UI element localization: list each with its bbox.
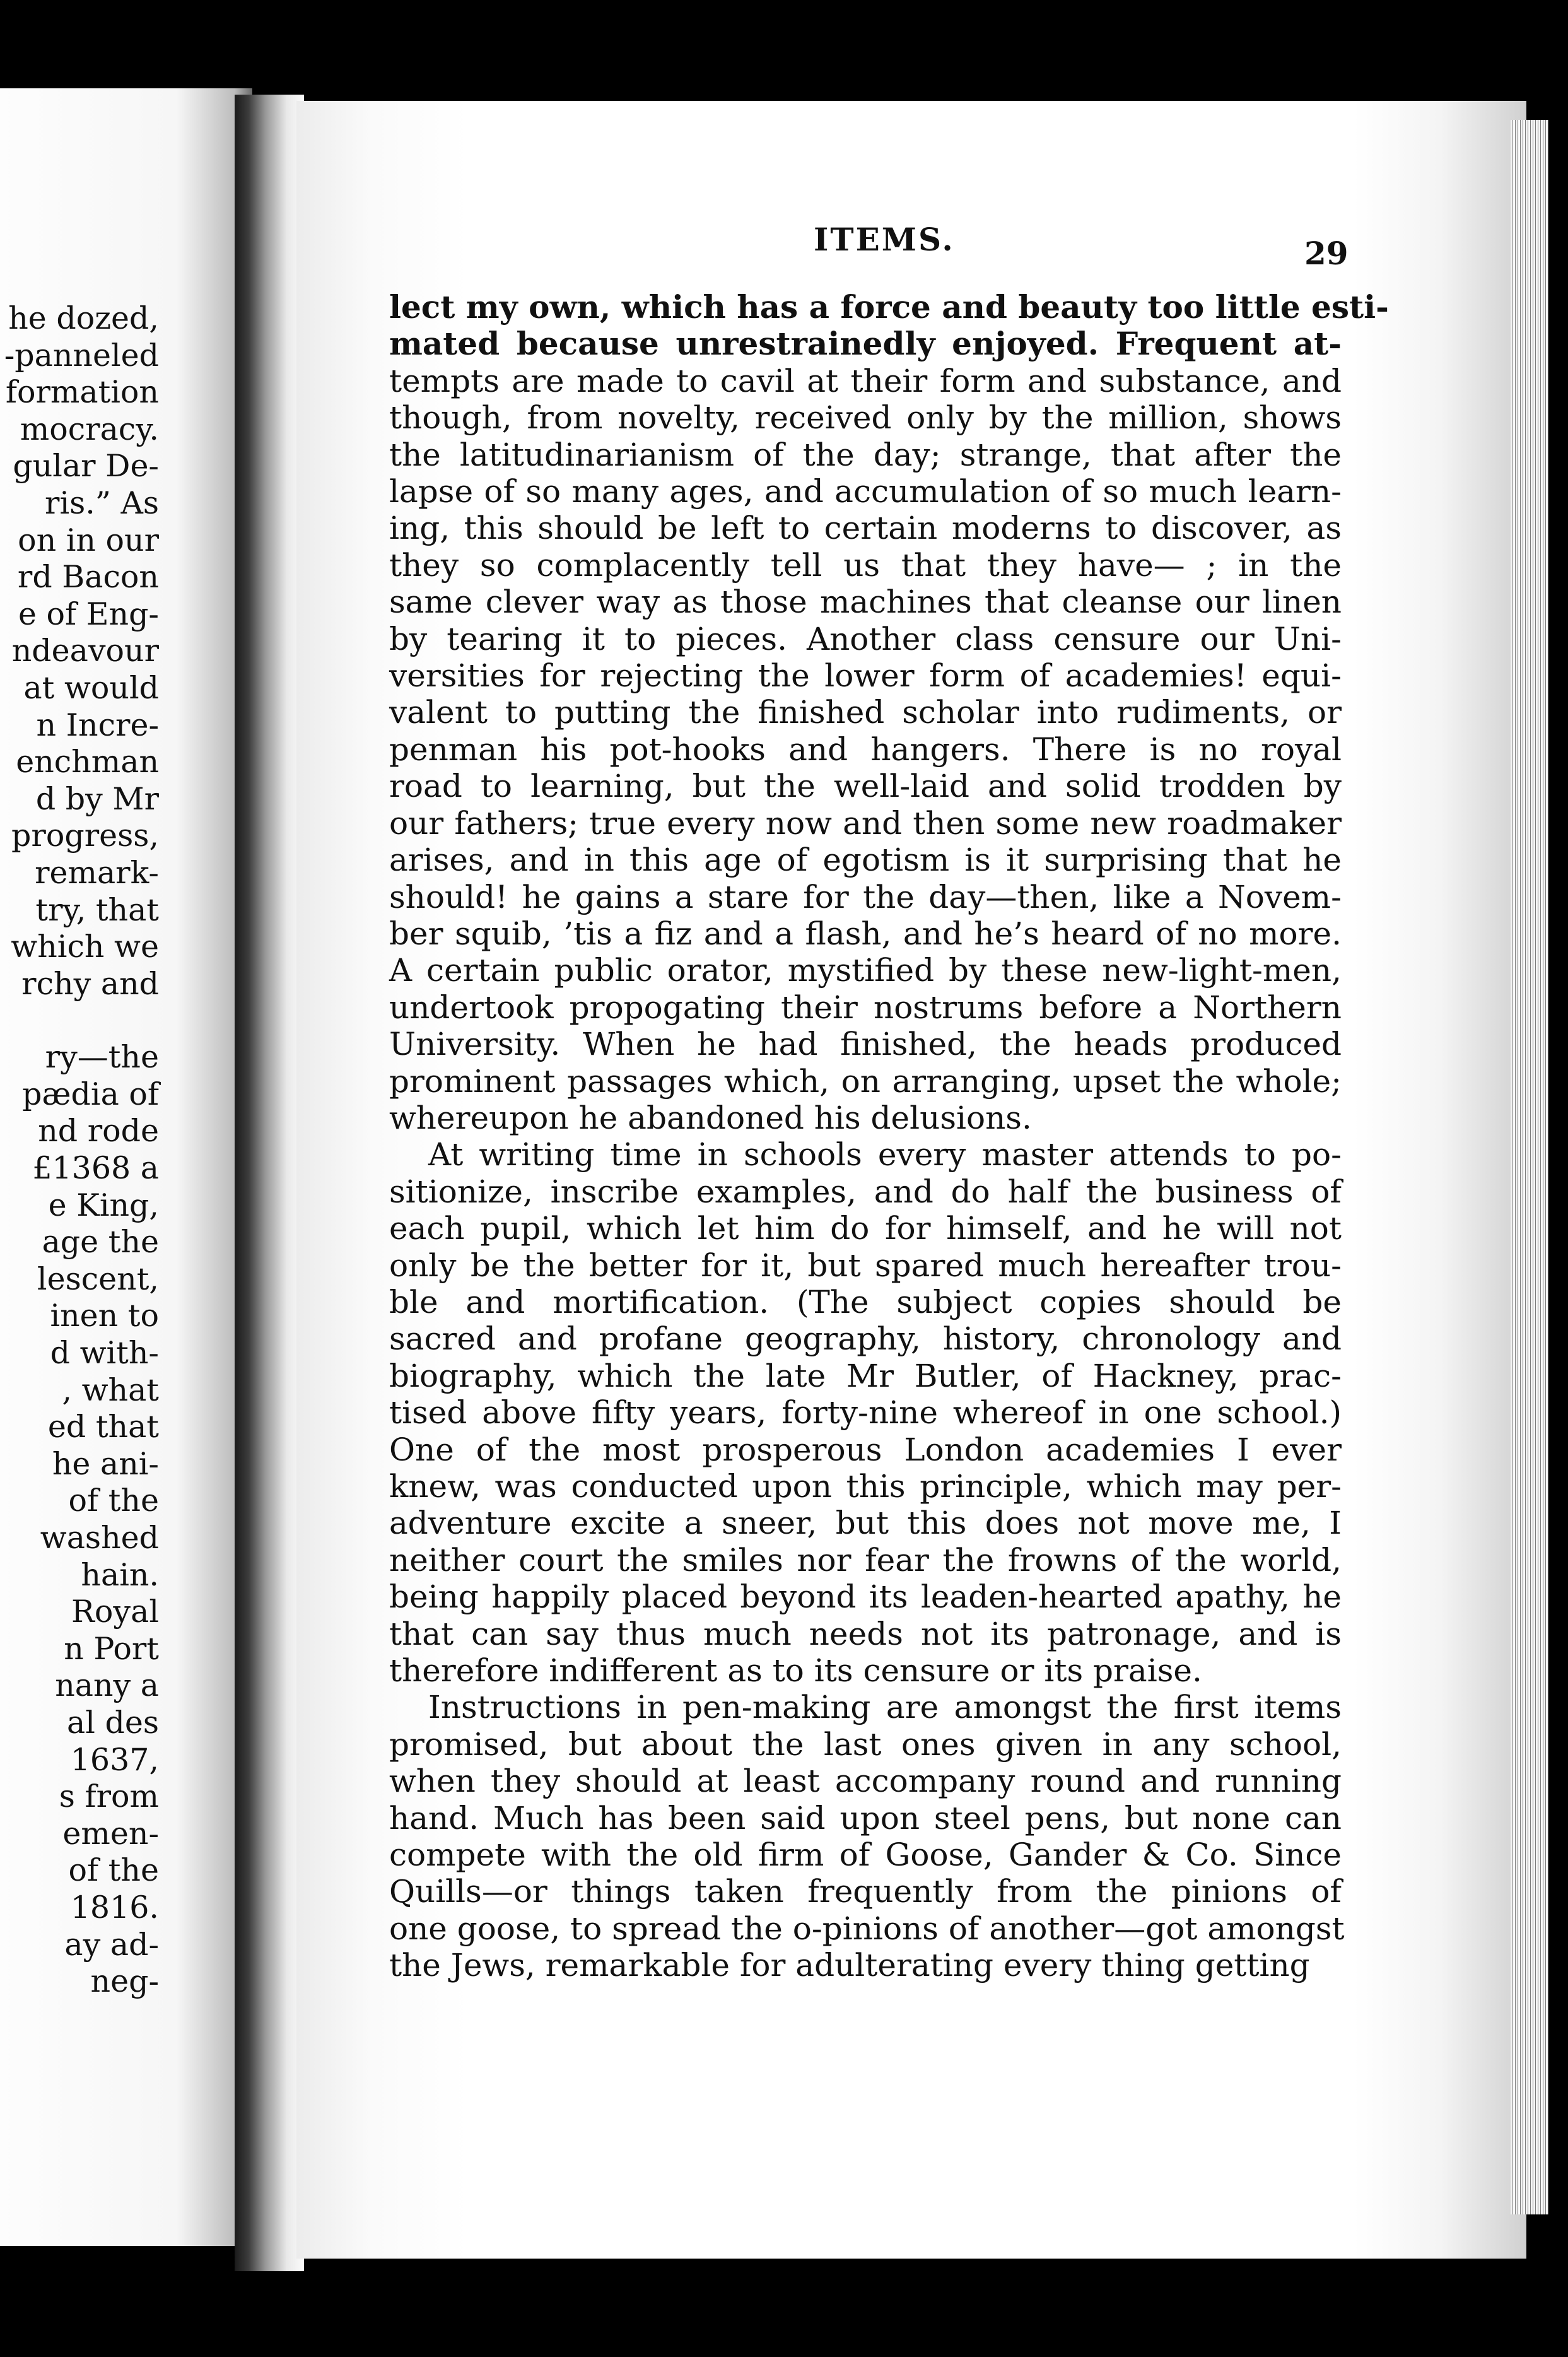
previous-page-line: ris.” As <box>45 485 159 521</box>
text-line: prominent passages which, on arranging, upset the whole; <box>389 1062 1342 1100</box>
text-line: only be the better for it, but spared much hereafter trou- <box>389 1247 1342 1284</box>
text-line: biography, which the late Mr Butler, of Hackney, prac- <box>389 1357 1342 1394</box>
text-line: lapse of so many ages, and accumulation of so much learn- <box>389 473 1342 510</box>
text-line: compete with the old firm of Goose, Gander & Co. Since <box>389 1837 1342 1874</box>
text-line: versities for rejecting the lower form of academies! equi- <box>389 657 1342 695</box>
text-line: sitionize, inscribe examples, and do half the business of <box>389 1173 1342 1210</box>
previous-page-line: 1637, <box>70 1741 159 1778</box>
previous-page-text-fragments <box>4 300 159 2001</box>
previous-page-line: d by Mr <box>35 780 159 817</box>
text-line: neither court the smiles nor fear the frowns of the world, <box>389 1541 1342 1578</box>
text-line: sacred and profane geography, history, chronology and <box>389 1320 1342 1358</box>
previous-page-line: -panneled <box>4 337 159 373</box>
text-line: should! he gains a stare for the day—then, like a Novem- <box>389 878 1342 915</box>
previous-page-line: he ani- <box>52 1445 159 1482</box>
text-line: Quills—or things taken frequently from the pinions of <box>389 1873 1342 1910</box>
paragraph <box>389 1136 1342 1689</box>
previous-page-line: neg- <box>90 1963 159 2000</box>
previous-page-line: try, that <box>35 891 159 928</box>
text-line: undertook propogating their nostrums before a Northern <box>389 989 1342 1026</box>
binding-gutter <box>235 95 304 2271</box>
text-line: whereupon he abandoned his delusions. <box>389 1099 1032 1136</box>
previous-page-line: progress, <box>11 818 159 854</box>
text-line: one goose, to spread the o-pinions of another—got amongst <box>389 1910 1345 1947</box>
previous-page-line: Royal <box>71 1594 159 1630</box>
previous-page-line: e King, <box>48 1187 159 1223</box>
text-line: arises, and in this age of egotism is it surprising that he <box>389 842 1342 879</box>
previous-page-line: d with- <box>50 1335 159 1372</box>
text-line: At writing time in schools every master attends to po- <box>428 1136 1342 1173</box>
previous-page-line: nd rode <box>38 1113 159 1149</box>
previous-page-line: ndeavour <box>11 633 159 669</box>
previous-page-line: lescent, <box>37 1261 159 1297</box>
previous-page-line: hain. <box>81 1556 159 1593</box>
text-line: lect my own, which has a force and beauty too little esti- <box>389 288 1389 326</box>
page-stack-edge <box>1511 120 1548 2214</box>
body-text <box>389 288 1389 1984</box>
text-line: tempts are made to cavil at their form and substance, and <box>389 362 1342 399</box>
paragraph <box>389 1689 1345 1984</box>
text-line: University. When he had finished, the heads produced <box>389 1026 1342 1063</box>
text-line: they so complacently tell us that they have— ; in the <box>389 546 1342 584</box>
text-line: penman his pot-hooks and hangers. There is no royal <box>389 731 1342 768</box>
previous-page-line: rchy and <box>21 965 159 1002</box>
text-line: hand. Much has been said upon steel pens, but none can <box>389 1799 1342 1837</box>
previous-page-line: on in our <box>18 522 159 558</box>
text-line: though, from novelty, received only by the million, shows <box>389 399 1342 437</box>
text-line: when they should at least accompany round and running <box>389 1763 1342 1800</box>
page-number: 29 <box>1304 235 1349 272</box>
text-line: valent to putting the finished scholar into rudiments, or <box>389 694 1342 731</box>
text-line: road to learning, but the well-laid and solid trodden by <box>389 768 1342 805</box>
previous-page-line: of the <box>68 1852 159 1889</box>
previous-page-line: ry—the <box>45 1039 159 1076</box>
previous-page-line: remark- <box>35 854 159 891</box>
previous-page-line: n Incre- <box>36 707 159 743</box>
previous-page-line: age the <box>42 1224 159 1261</box>
previous-page-line: formation <box>5 374 159 411</box>
text-line: ing, this should be left to certain moderns to discover, as <box>389 510 1342 547</box>
text-line: the Jews, remarkable for adulterating every thing getting <box>389 1947 1310 1984</box>
text-line: Instructions in pen-making are amongst the first items <box>428 1689 1342 1726</box>
text-line: ble and mortification. (The subject copies should be <box>389 1283 1342 1320</box>
previous-page-line: at would <box>23 669 159 706</box>
text-line: by tearing it to pieces. Another class censure our Uni- <box>389 620 1342 657</box>
previous-page-line: ay ad- <box>64 1926 159 1963</box>
previous-page-line: nany a <box>55 1667 159 1704</box>
text-line: A certain public orator, mystified by these new-light-men, <box>389 952 1342 989</box>
previous-page-line: which we <box>11 929 159 965</box>
previous-page-line: rd Bacon <box>17 559 159 596</box>
text-line: our fathers; true every now and then some new roadmaker <box>389 804 1342 842</box>
text-line: therefore indifferent as to its censure or its praise. <box>389 1652 1202 1690</box>
previous-page-line: he dozed, <box>8 300 159 336</box>
previous-page-line: n Port <box>64 1630 159 1667</box>
previous-page-line: enchman <box>16 744 159 780</box>
text-line: ber squib, ’tis a fiz and a flash, and he’s heard of no more. <box>389 915 1342 952</box>
text-line: each pupil, which let him do for himself, and he will not <box>389 1210 1342 1247</box>
running-head: ITEMS. <box>814 221 955 258</box>
text-line: tised above fifty years, forty-nine whereof in one school.) <box>389 1394 1342 1431</box>
previous-page-line: al des <box>67 1704 159 1741</box>
previous-page-line: pædia of <box>22 1076 159 1112</box>
previous-page-line: gular De- <box>13 448 159 485</box>
text-line: the latitudinarianism of the day; strange, that after the <box>389 436 1342 473</box>
previous-page-line: 1816. <box>70 1889 159 1925</box>
text-line: that can say thus much needs not its patronage, and is <box>389 1615 1342 1652</box>
text-line: adventure excite a sneer, but this does not move me, I <box>389 1505 1342 1542</box>
previous-page-line: s from <box>59 1778 159 1815</box>
previous-page-line: , what <box>62 1372 159 1408</box>
text-line: One of the most prosperous London academies I ever <box>389 1431 1342 1468</box>
previous-page-line: mocracy. <box>20 411 159 447</box>
previous-page-edge <box>0 88 252 2246</box>
previous-page-line: washed <box>40 1520 159 1556</box>
previous-page-line: inen to <box>50 1298 159 1334</box>
previous-page-line <box>4 1002 159 1039</box>
text-line: knew, was conducted upon this principle, which may per- <box>389 1468 1342 1505</box>
text-line: mated because unrestrainedly enjoyed. Frequent at- <box>389 325 1342 363</box>
previous-page-line: ed that <box>47 1409 159 1445</box>
previous-page-line: e of Eng- <box>18 596 159 632</box>
previous-page-line: £1368 a <box>32 1150 159 1187</box>
previous-page-line: emen- <box>62 1815 159 1852</box>
previous-page-line: of the <box>68 1483 159 1519</box>
text-line: promised, but about the last ones given in any school, <box>389 1725 1342 1763</box>
paragraph <box>389 288 1389 1136</box>
text-line: being happily placed beyond its leaden-hearted apathy, he <box>389 1578 1342 1616</box>
text-line: same clever way as those machines that cleanse our linen <box>389 584 1342 621</box>
